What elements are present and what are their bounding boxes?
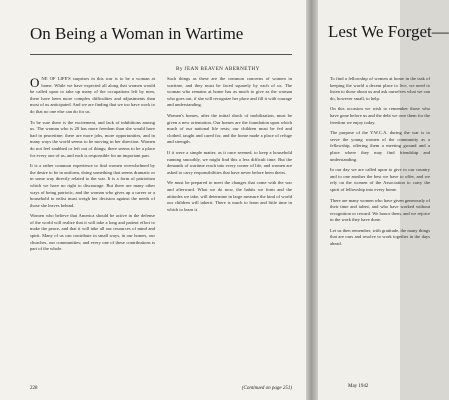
article-column-1 bbox=[30, 76, 155, 382]
title-rule bbox=[30, 54, 292, 55]
paragraph: There are many women who have given generously of their time and talent, and who have worked without recognition or reward. We honor them, and we rejoice in the work they have done. bbox=[330, 197, 431, 223]
drop-cap: O bbox=[30, 75, 40, 90]
paragraph: To find a fellowship of women at home in the task of keeping the world a decent place to live, we need to listen to those about us and ask ourselves what we can do, however small, to help. bbox=[330, 76, 430, 101]
paragraph bbox=[30, 76, 155, 116]
paragraph: Such things as these are the common concerns of women in wartime, and they must be faced squarely by each of us. The woman who remains at home has as much to give as the woman who goes out, if she will recognize her place and fill it with courage and understanding. bbox=[167, 76, 293, 108]
paragraph: It is a rather common experience to find women overwhelmed by the desire to be in uniform, doing something that seems dramatic or in some way directly related to the war. It is a form of patriotism which we have no right to discourage. But there are many other ways of being patriotic, and the woman who gives up a career or a household to enlist must weigh her decision against the needs of those she leaves behind. bbox=[30, 163, 155, 208]
article-title: On Being a Woman in Wartime bbox=[30, 24, 244, 43]
paragraph: Let us then remember, with gratitude, the many things that are ours and resolve to work together in the days ahead. bbox=[330, 227, 430, 247]
article-title-right: Lest We Forget— bbox=[328, 22, 449, 41]
paragraph: If it were a simple matter, as it once seemed, to keep a household running smoothly, we might find this a less difficult time. But the demands of wartime reach into every corner of life, and women are asked to carry responsibilities that have never before been theirs. bbox=[167, 149, 292, 175]
page-footer-right: May 1942 bbox=[348, 384, 369, 389]
byline: By JEAN BEAVEN ABERNETHY bbox=[176, 66, 260, 72]
article-column-2 bbox=[167, 76, 292, 382]
continued-note: (Continued on page 251) bbox=[241, 386, 292, 391]
paragraph: We must be prepared to meet the changes that come with the war and afterward. What we do now, the habits we form and the attitudes we take, will determine in large measure the kind of world our children will inherit. There is much to learn and little time in which to learn it. bbox=[167, 180, 292, 212]
paragraph: The purpose of the Y.W.C.A. during the war is to serve the young women of the community as a fellowship, offering them a meeting ground and a place where they may find friendship and understanding. bbox=[330, 130, 430, 162]
page-footer bbox=[30, 386, 292, 394]
article-column-right bbox=[330, 76, 430, 372]
paragraph: On this occasion we wish to remember those who have gone before us and the debt we owe them for the freedom we enjoy today. bbox=[330, 106, 430, 125]
book-gutter bbox=[306, 0, 318, 400]
paragraph-text: NE OF LIFE'S surprises in this war is to be a woman at home. While we have expected all along that women would be called upon to take up many of the occupations left by men, there have been more complex difficulties and adjustments than most of us anticipated. And we are finding that we too have work to do that no one else can do for us. bbox=[30, 76, 155, 114]
paragraph: To be sure there is the excitement, and lack of inhibitions among us. The woman who is 20 has more freedom than she would have had in peacetime; there are more jobs, more opportunities, and in many ways the world seems to be moving in her direction. Women do not feel snubbed or left out of things; there seems to be a place for every one of us, and each is responsible for an important part. bbox=[30, 119, 155, 158]
paragraph: Women who believe that America should be active in the defense of the world will realize that it will take a long and patient effort to make the peace, and that it will take all our resources of mind and spirit. Many of us can contribute in small ways, in our homes, our churches, our communities; and every one of these contributions is part of the whole. bbox=[30, 213, 155, 252]
right-page bbox=[318, 0, 449, 400]
paragraph: In our day we are called upon to give to our country and to one another the best we have to offer, and we rely on the women of the Association to carry the spirit of fellowship into every home. bbox=[330, 167, 430, 192]
page-number: 228 bbox=[30, 386, 38, 391]
paragraph: Women's homes, after the initial shock of mobilization, must be given a new orientation. Our homes are the foundation upon which much of our national life rests; our children must be fed and clothed, taught and cared for, and the home made a place of refuge and strength. bbox=[167, 112, 292, 145]
